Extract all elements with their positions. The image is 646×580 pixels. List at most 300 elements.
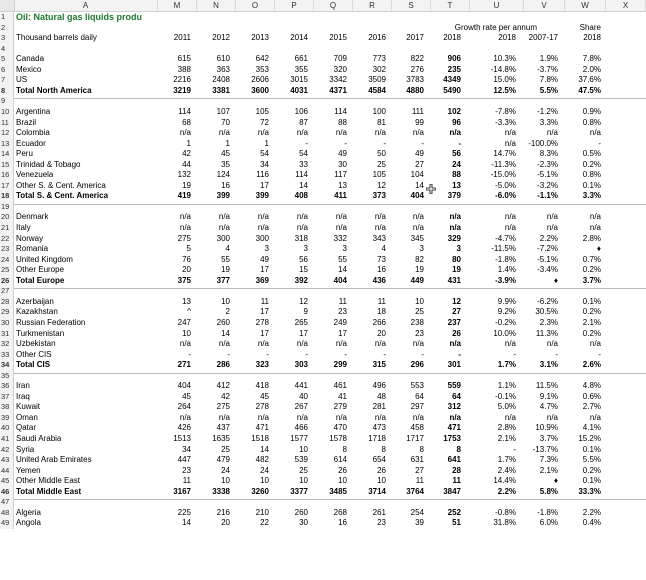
data-cell[interactable]: n/a <box>546 412 558 422</box>
data-cell[interactable]: 114 <box>334 106 347 116</box>
data-cell[interactable]: 41 <box>338 391 347 401</box>
row-label[interactable]: Algeria <box>16 507 41 517</box>
data-cell[interactable]: -1.8% <box>537 507 558 517</box>
data-cell[interactable]: 441 <box>294 381 308 391</box>
data-cell[interactable]: 88 <box>452 170 461 180</box>
data-cell[interactable]: 3342 <box>329 75 347 85</box>
column-header-r[interactable]: R <box>353 0 392 11</box>
data-cell[interactable]: 614 <box>333 455 347 465</box>
data-cell[interactable]: 24 <box>260 465 269 475</box>
data-cell[interactable]: - <box>421 349 424 359</box>
data-cell[interactable]: 1753 <box>443 434 461 443</box>
data-cell[interactable]: 34 <box>260 159 269 169</box>
sheet-title[interactable]: Oil: Natural gas liquids produ <box>16 12 143 22</box>
data-cell[interactable]: 343 <box>372 233 386 243</box>
data-cell[interactable]: 12 <box>377 180 386 190</box>
data-cell[interactable]: 3 <box>456 244 461 254</box>
row-label[interactable]: US <box>16 75 28 85</box>
data-cell[interactable]: 10 <box>182 328 191 338</box>
row-label[interactable]: United Kingdom <box>16 254 73 264</box>
data-cell[interactable]: 64 <box>452 391 461 401</box>
total-row[interactable] <box>0 360 646 371</box>
data-cell[interactable]: -5.1% <box>537 254 558 264</box>
data-cell[interactable]: 392 <box>294 275 308 285</box>
data-cell[interactable]: 0.1% <box>582 476 601 486</box>
data-cell[interactable]: 252 <box>447 507 461 517</box>
data-cell[interactable]: 102 <box>447 106 461 116</box>
data-cell[interactable]: 55 <box>338 254 347 264</box>
table-row[interactable] <box>0 170 646 181</box>
data-cell[interactable]: 23 <box>338 307 347 317</box>
table-row[interactable] <box>0 518 646 529</box>
data-cell[interactable]: 264 <box>177 402 191 412</box>
data-cell[interactable]: - <box>305 138 308 148</box>
data-cell[interactable]: 418 <box>255 381 269 391</box>
data-cell[interactable]: 271 <box>177 360 191 370</box>
data-cell[interactable]: 11.3% <box>535 328 558 338</box>
data-cell[interactable]: 2 <box>225 307 230 317</box>
data-cell[interactable]: 1718 <box>368 434 386 443</box>
table-row[interactable] <box>0 65 646 76</box>
table-row[interactable] <box>0 350 646 361</box>
data-cell[interactable]: 28 <box>452 465 461 475</box>
data-cell[interactable]: 34 <box>182 444 191 454</box>
data-cell[interactable]: 64 <box>415 391 424 401</box>
row-label[interactable]: Total Middle East <box>16 486 82 496</box>
data-cell[interactable]: n/a <box>179 223 191 232</box>
data-cell[interactable]: 22 <box>260 518 269 528</box>
data-cell[interactable]: 3.3% <box>539 117 558 127</box>
data-cell[interactable]: 19 <box>415 265 424 275</box>
data-cell[interactable]: 25 <box>377 159 386 169</box>
data-cell[interactable]: - <box>458 349 461 359</box>
data-cell[interactable]: 426 <box>177 423 191 433</box>
data-cell[interactable]: 0.8% <box>582 170 601 180</box>
data-cell[interactable]: 276 <box>410 64 424 74</box>
data-cell[interactable]: n/a <box>374 339 386 349</box>
data-cell[interactable]: 47.5% <box>578 85 601 95</box>
data-cell[interactable]: 2.1% <box>582 317 601 327</box>
data-cell[interactable]: n/a <box>589 212 601 222</box>
data-cell[interactable]: 1577 <box>290 434 308 443</box>
data-cell[interactable]: 82 <box>415 254 424 264</box>
data-cell[interactable]: n/a <box>449 212 461 222</box>
data-cell[interactable]: 49 <box>415 149 424 159</box>
data-cell[interactable]: 661 <box>294 54 308 64</box>
data-cell[interactable]: 16 <box>221 180 230 190</box>
data-cell[interactable]: 14 <box>260 444 269 454</box>
row-header[interactable]: 36 <box>0 381 14 392</box>
data-cell[interactable]: 45 <box>260 391 269 401</box>
data-cell[interactable]: 3 <box>303 244 308 254</box>
table-row[interactable] <box>0 434 646 445</box>
column-header-s[interactable]: S <box>392 0 431 11</box>
data-cell[interactable]: - <box>598 138 601 148</box>
table-row[interactable] <box>0 307 646 318</box>
data-cell[interactable]: 3015 <box>290 75 308 85</box>
data-cell[interactable]: 3 <box>264 244 269 254</box>
data-cell[interactable]: 17 <box>260 180 269 190</box>
data-cell[interactable]: 30 <box>299 518 308 528</box>
row-header[interactable]: 7 <box>0 75 14 86</box>
row-header[interactable]: 26 <box>0 276 14 287</box>
data-cell[interactable]: n/a <box>218 128 230 138</box>
data-cell[interactable]: n/a <box>296 128 308 138</box>
row-header[interactable]: 4 <box>0 44 14 55</box>
data-cell[interactable]: 12.5% <box>493 85 516 95</box>
data-cell[interactable]: 303 <box>294 360 308 370</box>
table-row[interactable] <box>0 181 646 192</box>
data-cell[interactable]: 1.7% <box>497 360 516 370</box>
data-cell[interactable]: 44 <box>182 159 191 169</box>
data-cell[interactable]: -6.2% <box>537 296 558 306</box>
data-cell[interactable]: 55 <box>221 254 230 264</box>
data-cell[interactable]: 539 <box>294 455 308 465</box>
data-cell[interactable]: 388 <box>177 64 191 74</box>
data-cell[interactable]: 1 <box>186 138 191 148</box>
row-label[interactable]: Other Middle East <box>16 476 81 486</box>
data-cell[interactable]: 2606 <box>251 75 269 85</box>
data-cell[interactable]: n/a <box>412 128 424 138</box>
column-header-m[interactable]: M <box>158 0 197 11</box>
row-header[interactable]: 6 <box>0 65 14 76</box>
row-header[interactable]: 49 <box>0 518 14 529</box>
data-cell[interactable]: -0.8% <box>495 507 516 517</box>
data-cell[interactable]: 408 <box>294 191 308 201</box>
data-cell[interactable]: -11.3% <box>491 159 516 169</box>
row-header[interactable]: 38 <box>0 402 14 413</box>
row-label[interactable]: Saudi Arabia <box>16 434 62 443</box>
data-cell[interactable]: n/a <box>504 128 516 138</box>
table-row[interactable] <box>0 445 646 456</box>
data-cell[interactable]: 15.0% <box>493 75 516 85</box>
data-cell[interactable]: 275 <box>216 402 230 412</box>
data-cell[interactable]: 447 <box>177 455 191 465</box>
column-header-o[interactable]: O <box>236 0 275 11</box>
data-cell[interactable]: 107 <box>216 106 230 116</box>
data-cell[interactable]: n/a <box>257 339 269 349</box>
table-row[interactable] <box>0 202 646 213</box>
data-cell[interactable]: 16 <box>377 265 386 275</box>
table-row[interactable] <box>0 286 646 297</box>
data-cell[interactable]: 13 <box>182 296 191 306</box>
data-cell[interactable]: 23 <box>415 328 424 338</box>
row-header[interactable]: 16 <box>0 170 14 181</box>
row-label[interactable]: Argentina <box>16 106 51 116</box>
data-cell[interactable]: 35 <box>221 159 230 169</box>
data-cell[interactable]: 4.7% <box>539 402 558 412</box>
data-cell[interactable]: - <box>598 349 601 359</box>
data-cell[interactable]: 26 <box>452 328 461 338</box>
column-header-x[interactable]: X <box>606 0 646 11</box>
row-header[interactable]: 18 <box>0 191 14 202</box>
data-cell[interactable]: n/a <box>257 412 269 422</box>
data-cell[interactable]: 51 <box>452 518 461 528</box>
data-cell[interactable]: 25 <box>299 465 308 475</box>
data-cell[interactable]: 2.2% <box>497 486 516 496</box>
data-cell[interactable]: 268 <box>333 507 347 517</box>
data-cell[interactable]: 906 <box>447 54 461 64</box>
data-cell[interactable]: 6.0% <box>539 518 558 528</box>
data-cell[interactable]: 4.8% <box>582 381 601 391</box>
data-cell[interactable]: 114 <box>295 170 308 180</box>
data-cell[interactable]: 4031 <box>290 85 308 95</box>
data-cell[interactable]: 9.2% <box>497 307 516 317</box>
data-cell[interactable]: 106 <box>294 106 308 116</box>
data-cell[interactable]: n/a <box>179 212 191 222</box>
row-header[interactable]: 9 <box>0 96 14 107</box>
row-header[interactable]: 15 <box>0 160 14 171</box>
data-cell[interactable]: 8 <box>342 444 347 454</box>
data-cell[interactable]: 0.2% <box>582 159 601 169</box>
data-cell[interactable]: 2.4% <box>497 465 516 475</box>
row-header[interactable]: 48 <box>0 508 14 519</box>
row-label[interactable]: Uzbekistan <box>16 339 56 349</box>
data-cell[interactable]: 20 <box>182 265 191 275</box>
data-cell[interactable]: 3.1% <box>539 360 558 370</box>
data-cell[interactable]: 822 <box>410 54 424 64</box>
data-cell[interactable]: 100 <box>372 106 386 116</box>
table-row[interactable] <box>0 297 646 308</box>
data-cell[interactable]: 312 <box>447 402 461 412</box>
data-cell[interactable]: 237 <box>447 317 461 327</box>
data-cell[interactable]: 458 <box>410 423 424 433</box>
data-cell[interactable]: 5490 <box>443 85 461 95</box>
data-cell[interactable]: -0.2% <box>495 317 516 327</box>
row-header[interactable]: 30 <box>0 318 14 329</box>
row-label[interactable]: Peru <box>16 149 33 159</box>
data-cell[interactable]: 4 <box>381 244 386 254</box>
table-row[interactable] <box>0 44 646 55</box>
data-cell[interactable]: 20 <box>221 518 230 528</box>
data-cell[interactable]: 0.5% <box>582 149 601 159</box>
data-cell[interactable]: -7.2% <box>537 244 558 254</box>
data-cell[interactable]: 2.1% <box>539 465 558 475</box>
data-cell[interactable]: n/a <box>218 339 230 349</box>
data-cell[interactable]: 249 <box>333 317 347 327</box>
table-row[interactable] <box>0 255 646 266</box>
table-row[interactable] <box>0 402 646 413</box>
data-cell[interactable]: 375 <box>177 275 191 285</box>
total-row[interactable] <box>0 191 646 202</box>
data-cell[interactable]: 0.1% <box>582 296 601 306</box>
row-header[interactable]: 13 <box>0 139 14 150</box>
data-cell[interactable]: 260 <box>294 507 308 517</box>
data-cell[interactable]: 105 <box>372 170 386 180</box>
data-cell[interactable]: 0.2% <box>582 307 601 317</box>
data-cell[interactable]: 8 <box>419 444 424 454</box>
data-cell[interactable]: 11 <box>338 296 347 306</box>
table-row[interactable] <box>0 223 646 234</box>
data-cell[interactable]: 48 <box>377 391 386 401</box>
data-cell[interactable]: -0.1% <box>495 391 516 401</box>
data-cell[interactable]: 482 <box>255 455 269 465</box>
data-cell[interactable]: 709 <box>333 54 347 64</box>
data-cell[interactable]: 3 <box>419 244 424 254</box>
data-cell[interactable]: 99 <box>415 117 424 127</box>
data-cell[interactable]: 54 <box>299 149 308 159</box>
row-header[interactable]: 35 <box>0 371 14 382</box>
row-label[interactable]: Romania <box>16 244 49 254</box>
table-row[interactable] <box>0 392 646 403</box>
row-header[interactable]: 37 <box>0 392 14 403</box>
table-row[interactable] <box>0 339 646 350</box>
data-cell[interactable]: 0.4% <box>582 518 601 528</box>
row-label[interactable]: Colombia <box>16 128 50 138</box>
table-row[interactable] <box>0 149 646 160</box>
row-header[interactable]: 12 <box>0 128 14 139</box>
data-cell[interactable]: 124 <box>216 170 230 180</box>
row-header[interactable]: 41 <box>0 434 14 445</box>
data-cell[interactable]: n/a <box>412 339 424 349</box>
data-cell[interactable]: 631 <box>410 455 424 465</box>
row-header[interactable]: 10 <box>0 107 14 118</box>
data-cell[interactable]: 117 <box>334 170 347 180</box>
data-cell[interactable]: 399 <box>255 191 269 201</box>
data-cell[interactable]: 3381 <box>212 85 230 95</box>
data-cell[interactable]: n/a <box>335 412 347 422</box>
data-cell[interactable]: 14 <box>182 518 191 528</box>
data-cell[interactable]: 3377 <box>290 486 308 496</box>
data-cell[interactable]: 559 <box>447 381 461 391</box>
data-cell[interactable]: 3.3% <box>582 191 601 201</box>
data-cell[interactable]: 17 <box>260 328 269 338</box>
data-cell[interactable]: 654 <box>372 455 386 465</box>
data-cell[interactable]: 11 <box>182 476 191 486</box>
data-cell[interactable]: n/a <box>296 412 308 422</box>
data-cell[interactable]: 42 <box>182 149 191 159</box>
data-cell[interactable]: 3509 <box>368 75 386 85</box>
data-cell[interactable]: n/a <box>335 223 347 232</box>
data-cell[interactable]: 1717 <box>406 434 424 443</box>
row-label[interactable]: Azerbaijan <box>16 296 54 306</box>
data-cell[interactable]: -3.7% <box>537 64 558 74</box>
data-cell[interactable]: 4880 <box>406 85 424 95</box>
data-cell[interactable]: 1578 <box>329 434 347 443</box>
data-cell[interactable]: n/a <box>374 223 386 232</box>
data-cell[interactable]: 3219 <box>173 85 191 95</box>
data-cell[interactable]: -5.0% <box>495 180 516 190</box>
data-cell[interactable]: n/a <box>504 223 516 232</box>
data-cell[interactable]: -1.1% <box>537 191 558 201</box>
data-cell[interactable]: n/a <box>257 128 269 138</box>
data-cell[interactable]: - <box>188 349 191 359</box>
table-row[interactable] <box>0 139 646 150</box>
row-label[interactable]: Angola <box>16 518 41 528</box>
data-cell[interactable]: n/a <box>589 128 601 138</box>
row-label[interactable]: Canada <box>16 54 45 64</box>
data-cell[interactable]: 11 <box>452 476 461 486</box>
data-cell[interactable]: -7.8% <box>495 106 516 116</box>
data-cell[interactable]: 2.2% <box>582 507 601 517</box>
table-row[interactable] <box>0 455 646 466</box>
data-cell[interactable]: 10 <box>221 296 230 306</box>
data-cell[interactable]: 45 <box>221 149 230 159</box>
data-cell[interactable]: 45 <box>182 391 191 401</box>
row-label[interactable]: Total Europe <box>16 275 65 285</box>
data-cell[interactable]: 19 <box>452 265 461 275</box>
data-cell[interactable]: 0.1% <box>582 180 601 190</box>
table-row[interactable] <box>0 329 646 340</box>
data-cell[interactable]: 56 <box>299 254 308 264</box>
row-header[interactable]: 39 <box>0 413 14 424</box>
row-label[interactable]: Iraq <box>16 391 30 401</box>
data-cell[interactable]: 76 <box>182 254 191 264</box>
data-cell[interactable]: 37.6% <box>578 75 601 85</box>
data-cell[interactable]: 4349 <box>443 75 461 85</box>
data-cell[interactable]: n/a <box>589 339 601 349</box>
data-cell[interactable]: 0.7% <box>582 254 601 264</box>
data-cell[interactable]: n/a <box>179 339 191 349</box>
data-cell[interactable]: -4.7% <box>495 233 516 243</box>
data-cell[interactable]: 1513 <box>173 434 191 443</box>
data-cell[interactable]: 30 <box>338 159 347 169</box>
data-cell[interactable]: 353 <box>255 64 269 74</box>
data-cell[interactable]: 87 <box>299 117 308 127</box>
data-cell[interactable]: 14 <box>221 328 230 338</box>
table-row[interactable] <box>0 497 646 508</box>
data-cell[interactable]: -1.2% <box>537 106 558 116</box>
row-header[interactable]: 32 <box>0 339 14 350</box>
data-cell[interactable]: 254 <box>410 507 424 517</box>
data-cell[interactable]: 96 <box>452 117 461 127</box>
row-label[interactable]: Italy <box>16 223 31 232</box>
data-cell[interactable]: 10 <box>377 476 386 486</box>
data-cell[interactable]: 12 <box>299 296 308 306</box>
data-cell[interactable]: 17 <box>260 307 269 317</box>
data-cell[interactable]: 301 <box>447 360 461 370</box>
data-cell[interactable]: 329 <box>447 233 461 243</box>
row-label[interactable]: Denmark <box>16 212 49 222</box>
row-header[interactable]: 46 <box>0 487 14 498</box>
table-row[interactable] <box>0 23 646 34</box>
row-header[interactable]: 2 <box>0 23 14 34</box>
data-cell[interactable]: 1.9% <box>539 54 558 64</box>
data-cell[interactable]: 2.8% <box>497 423 516 433</box>
data-cell[interactable]: 210 <box>255 507 269 517</box>
data-cell[interactable]: 17 <box>299 328 308 338</box>
data-cell[interactable]: 286 <box>216 360 230 370</box>
data-cell[interactable]: 5.5% <box>582 455 601 465</box>
data-cell[interactable]: 8.3% <box>539 149 558 159</box>
data-cell[interactable]: 15.2% <box>578 434 601 443</box>
data-cell[interactable]: 373 <box>372 191 386 201</box>
data-cell[interactable]: -3.9% <box>495 275 516 285</box>
data-cell[interactable]: n/a <box>374 412 386 422</box>
data-cell[interactable]: 369 <box>255 275 269 285</box>
data-cell[interactable]: 7.8% <box>539 75 558 85</box>
data-cell[interactable]: 111 <box>411 106 424 116</box>
data-cell[interactable]: 14 <box>415 180 424 190</box>
data-cell[interactable]: 2.3% <box>539 317 558 327</box>
data-cell[interactable]: 49 <box>338 149 347 159</box>
data-cell[interactable]: 3167 <box>173 486 191 496</box>
data-cell[interactable]: n/a <box>449 223 461 232</box>
data-cell[interactable]: ♦ <box>596 244 601 254</box>
row-label[interactable]: Mexico <box>16 64 42 74</box>
row-header[interactable]: 34 <box>0 360 14 371</box>
row-header[interactable]: 45 <box>0 476 14 487</box>
data-cell[interactable]: 436 <box>372 275 386 285</box>
data-cell[interactable]: 5.0% <box>497 402 516 412</box>
data-cell[interactable]: 18 <box>377 307 386 317</box>
data-cell[interactable]: 1.7% <box>497 455 516 465</box>
row-header[interactable]: 29 <box>0 307 14 318</box>
data-cell[interactable]: 431 <box>447 275 461 285</box>
data-cell[interactable]: 238 <box>410 317 424 327</box>
row-label[interactable]: Turkmenistan <box>16 328 65 338</box>
data-cell[interactable]: 404 <box>333 275 347 285</box>
